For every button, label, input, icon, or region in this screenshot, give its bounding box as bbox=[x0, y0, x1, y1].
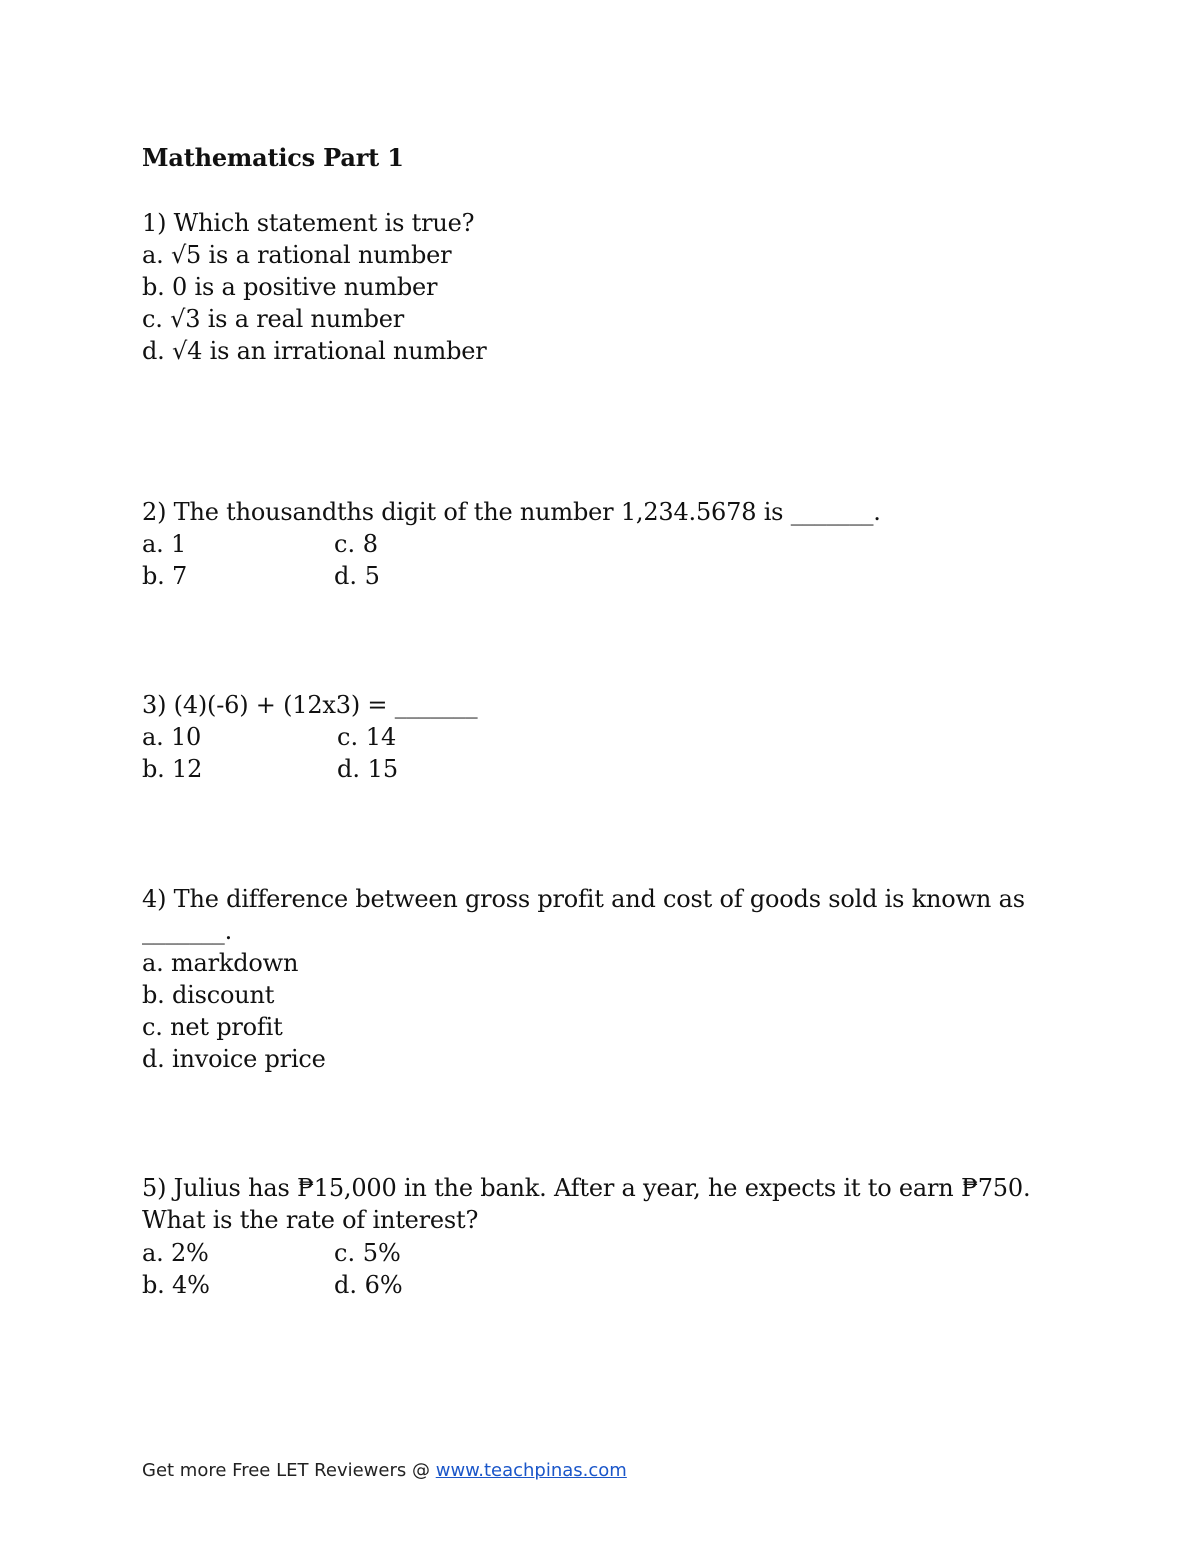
question-3-option-d: d. 15 bbox=[337, 755, 399, 783]
question-2-stem: 2) The thousandths digit of the number 1,234.5678 is _______. bbox=[142, 498, 881, 526]
footer-text: Get more Free LET Reviewers @ bbox=[142, 1460, 436, 1481]
question-3-option-c: c. 14 bbox=[337, 723, 397, 751]
question-2-option-d: d. 5 bbox=[334, 562, 380, 590]
question-3-option-b: b. 12 bbox=[142, 755, 203, 783]
question-5-option-a: a. 2% bbox=[142, 1239, 209, 1267]
question-4-option-a: a. markdown bbox=[142, 949, 299, 977]
question-3-option-a: a. 10 bbox=[142, 723, 202, 751]
question-1-option-a: a. √5 is a rational number bbox=[142, 241, 452, 269]
question-5-option-d: d. 6% bbox=[334, 1271, 403, 1299]
footer-link[interactable]: www.teachpinas.com bbox=[435, 1460, 627, 1481]
question-2-option-a: a. 1 bbox=[142, 530, 187, 558]
question-1-option-c: c. √3 is a real number bbox=[142, 305, 405, 333]
question-5-stem: 5) Julius has ₱15,000 in the bank. After a year, he expects it to earn ₱750. bbox=[142, 1174, 1031, 1202]
question-5-option-c: c. 5% bbox=[334, 1239, 401, 1267]
question-5-option-b: b. 4% bbox=[142, 1271, 210, 1299]
question-4-option-d: d. invoice price bbox=[142, 1045, 326, 1073]
question-4-stem-continued: _______. bbox=[142, 917, 233, 945]
question-2-option-c: c. 8 bbox=[334, 530, 378, 558]
question-4-option-c: c. net profit bbox=[142, 1013, 283, 1041]
question-3-stem: 3) (4)(-6) + (12x3) = _______ bbox=[142, 691, 478, 719]
question-1-option-d: d. √4 is an irrational number bbox=[142, 337, 487, 365]
page-footer bbox=[142, 1459, 627, 1483]
question-4-stem: 4) The difference between gross profit and cost of goods sold is known as bbox=[142, 885, 1025, 913]
question-1-option-b: b. 0 is a positive number bbox=[142, 273, 438, 301]
page-title: Mathematics Part 1 bbox=[142, 143, 404, 172]
question-5-stem-continued: What is the rate of interest? bbox=[142, 1206, 479, 1234]
question-4-option-b: b. discount bbox=[142, 981, 275, 1009]
question-2-option-b: b. 7 bbox=[142, 562, 188, 590]
question-1-stem: 1) Which statement is true? bbox=[142, 209, 475, 237]
